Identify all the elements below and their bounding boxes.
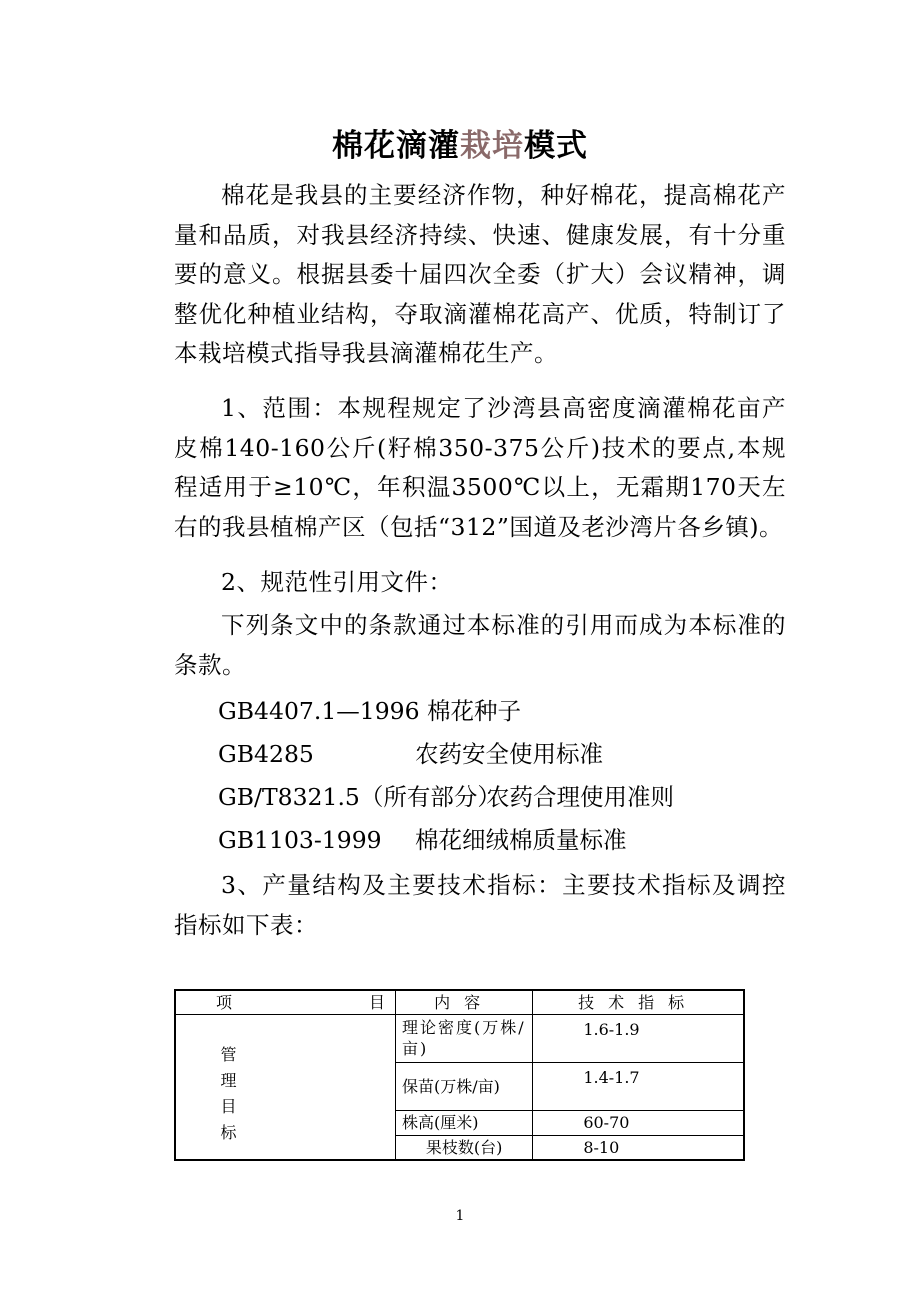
title-text-3: 模式	[524, 128, 588, 164]
standard-code: GB4285	[218, 740, 314, 768]
standard-row	[218, 692, 521, 731]
row-value: 60-70	[533, 1110, 744, 1135]
row-content: 株高(厘米)	[395, 1110, 532, 1135]
row-content: 理论密度(万株/亩)	[395, 1014, 532, 1062]
intro-paragraph: 棉花是我县的主要经济作物，种好棉花，提高棉花产量和品质，对我县经济持续、快速、健康发展，有十分重要的意义。根据县委十届四次全委（扩大）会议精神，调整优化种植业结构，夺取滴灌棉花高产、优质，特制订了本栽培模式指导我县滴灌棉花生产。	[174, 181, 786, 367]
standard-name: 农药安全使用标准	[415, 740, 603, 768]
header-item	[175, 990, 395, 1014]
table-header-row	[175, 990, 744, 1014]
group-label-char: 目	[220, 1096, 237, 1116]
group-label-char: 标	[220, 1122, 237, 1142]
document-title	[0, 120, 920, 165]
row-value: 1.4-1.7	[533, 1062, 744, 1110]
technical-index-table	[174, 989, 745, 1161]
standard-code: GB1103-1999	[218, 826, 382, 854]
row-content: 果枝数(台)	[395, 1135, 532, 1160]
row-value: 1.6-1.9	[533, 1014, 744, 1062]
standard-row	[218, 821, 627, 860]
section-3-heading: 3、产量结构及主要技术指标：主要技术指标及调控指标如下表：	[174, 871, 786, 939]
title-text-1: 棉花滴灌	[332, 128, 460, 164]
row-content: 保苗(万株/亩)	[395, 1062, 532, 1110]
section-1-scope: 1、范围：本规程规定了沙湾县高密度滴灌棉花亩产皮棉140-160公斤(籽棉350-375公斤)技术的要点,本规程适用于≥10℃，年积温3500℃以上，无霜期170天左右的我县植棉产区（包括“312”国道及老沙湾片各乡镇)。	[174, 394, 786, 541]
section-2-heading: 2、规范性引用文件：	[221, 568, 453, 596]
standard-code: GB/T8321.5（所有部分）	[218, 783, 501, 811]
standard-row	[218, 735, 603, 774]
standard-name: 农药合理使用准则	[486, 783, 674, 811]
row-value: 8-10	[533, 1135, 744, 1160]
standard-name: 棉花细绒棉质量标准	[415, 826, 627, 854]
group-label-char: 管	[220, 1044, 237, 1064]
header-content: 内容	[395, 990, 532, 1014]
header-item-b: 目	[368, 992, 385, 1012]
page-number: 1	[455, 1208, 465, 1224]
standard-row	[218, 778, 674, 817]
standard-code: GB4407.1—1996	[218, 697, 420, 725]
title-text-2: 栽培	[460, 128, 524, 164]
table-row	[175, 1014, 744, 1062]
group-label-char: 理	[220, 1070, 237, 1090]
section-2-description: 下列条文中的条款通过本标准的引用而成为本标准的条款。	[174, 611, 786, 679]
header-index: 技术指标	[533, 990, 744, 1014]
standard-name: 棉花种子	[427, 697, 521, 725]
header-item-a: 项	[216, 992, 233, 1012]
group-label-management-targets	[175, 1014, 395, 1160]
